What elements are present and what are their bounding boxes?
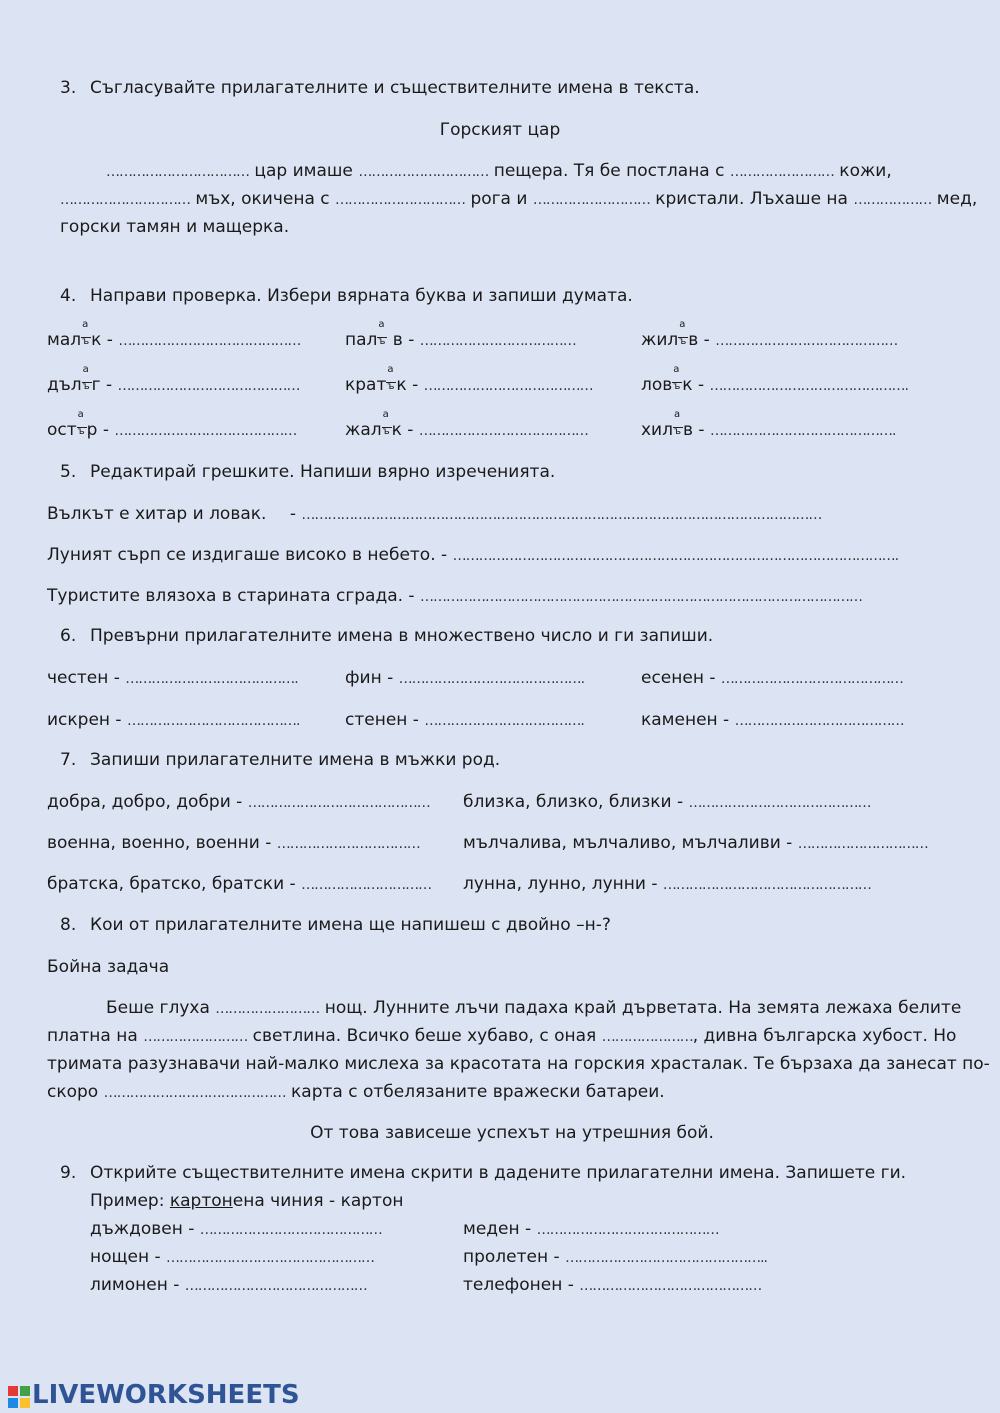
example-line [90, 1191, 403, 1211]
text: Беше глуха [106, 998, 210, 1018]
letter-choice[interactable] [82, 364, 92, 392]
word-ending: к - [391, 420, 414, 440]
task-8-title [60, 915, 611, 935]
letter-choice[interactable] [386, 364, 396, 392]
word-ending: г - [91, 375, 113, 395]
letter-option-b[interactable]: ъ [378, 336, 386, 347]
word-item [47, 668, 298, 688]
task-number: 4. [60, 286, 77, 306]
paragraph-line: тримата разузнавачи най-малко мислеха за красотата на горския храсталак. Те бързаха да занесат по- [47, 1054, 990, 1074]
text: рога и [470, 189, 528, 209]
answer-blank[interactable]: …………………………………… [688, 795, 871, 811]
answer-blank[interactable]: …………………………………. [125, 671, 298, 687]
text: , дивна българска хубост. Но [692, 1026, 957, 1046]
word-item [90, 1247, 374, 1267]
task-5-title [60, 462, 555, 482]
text: платна на [47, 1026, 138, 1046]
letter-choice[interactable] [672, 364, 682, 392]
word-item [47, 710, 299, 730]
answer-blank[interactable]: ……………………………………. [709, 423, 896, 439]
word-stem: жал [345, 420, 382, 440]
text: пещера. Тя бе постлана с [493, 161, 725, 181]
check-word-item [345, 409, 588, 440]
task-title-text: Превърни прилагателните имена в множествено число и ги запиши. [90, 626, 714, 646]
word-item [47, 833, 420, 853]
letter-choice[interactable] [377, 319, 387, 347]
word-item [463, 1219, 719, 1239]
word-item [463, 1247, 767, 1267]
task-number: 8. [60, 915, 77, 935]
task-title-text: Съгласувайте прилагателните и съществителните имена в текста. [90, 78, 700, 98]
answer-blank[interactable]: ………………………………………………………………………………………………………… [301, 507, 822, 523]
answer-blank[interactable]: …………………………………… [715, 333, 898, 349]
letter-choice[interactable] [678, 319, 688, 347]
answer-blank[interactable]: ……………………………… [419, 333, 576, 349]
answer-blank[interactable]: ………………………………………… [166, 1250, 375, 1266]
word: искрен - [47, 710, 122, 730]
answer-blank[interactable]: ………………………………… [423, 378, 593, 394]
answer-blank[interactable]: ………………………… [301, 877, 432, 893]
word: военна, военно, военни - [47, 833, 272, 853]
word: стенен - [345, 710, 419, 730]
letter-option-a[interactable]: а [382, 409, 389, 420]
task-title-text: Запиши прилагателните имена в мъжки род. [90, 750, 501, 770]
sentence-row [47, 504, 821, 524]
word: нощен - [90, 1247, 161, 1267]
task-7-title [60, 750, 500, 770]
answer-blank[interactable]: ……………………………………. [398, 671, 585, 687]
answer-blank[interactable]: ………………………………… [734, 713, 904, 729]
blank[interactable]: ………………… [601, 1029, 693, 1045]
letter-option-b[interactable]: ъ [382, 426, 390, 437]
letter-option-a[interactable]: а [679, 319, 686, 330]
word-stem: ост [47, 420, 77, 440]
text: мед, [936, 189, 978, 209]
word: лунна, лунно, лунни - [463, 874, 658, 894]
task-6-title [60, 626, 713, 646]
word-item [345, 668, 584, 688]
letter-option-b[interactable]: ъ [679, 336, 687, 347]
task-title-text: Кои от прилагателните имена ще напишеш с двойно –н-? [90, 915, 611, 935]
paragraph-line [47, 1082, 665, 1102]
answer-blank[interactable]: ………………………………… [418, 423, 588, 439]
task-4-title [60, 286, 633, 306]
answer-blank[interactable]: …………………………………………………………………………………………. [452, 548, 899, 564]
word: честен - [47, 668, 120, 688]
letter-option-a[interactable]: а [82, 319, 89, 330]
word: братска, братско, братски - [47, 874, 296, 894]
word-stem: жил [641, 330, 679, 350]
task-title-text: Направи проверка. Избери вярната буква и запиши думата. [90, 286, 633, 306]
task-number: 5. [60, 462, 77, 482]
word: близка, близко, близки - [463, 792, 684, 812]
text: цар имаше [254, 161, 353, 181]
text: карта с отбелязаните вражески батареи. [291, 1082, 665, 1102]
answer-blank[interactable]: …………………………… [276, 836, 420, 852]
word-item [463, 1275, 761, 1295]
letter-option-b[interactable]: ъ [77, 426, 85, 437]
word: лимонен - [90, 1275, 180, 1295]
letter-choice[interactable] [81, 319, 91, 347]
answer-blank[interactable]: ………………………… [797, 836, 928, 852]
word-stem: крат [345, 375, 387, 395]
word-ending: р - [86, 420, 109, 440]
task-number: 6. [60, 626, 77, 646]
letter-option-b[interactable]: ъ [387, 381, 395, 392]
check-word-item [641, 319, 898, 350]
blank[interactable]: ………………………… [358, 164, 489, 180]
task-3-line-2 [60, 189, 977, 209]
answer-blank[interactable]: …………………………………… [114, 423, 297, 439]
letter-choice[interactable] [77, 409, 87, 437]
letter-option-b[interactable]: ъ [673, 426, 682, 437]
letter-option-b[interactable]: ъ [673, 381, 681, 392]
word-stem: лов [641, 375, 673, 395]
task-3-line-3: горски тамян и мащерка. [60, 217, 290, 237]
text: светлина. Всичко беше хубаво, с оная [252, 1026, 597, 1046]
text: мъх, окичена с [195, 189, 330, 209]
example-prefix: Пример: [90, 1191, 170, 1211]
answer-blank[interactable]: …………………………………… [199, 1222, 382, 1238]
word-ending: в - [387, 330, 415, 350]
check-word-item [345, 319, 576, 350]
answer-blank[interactable]: …………………………………… [720, 671, 903, 687]
answer-blank[interactable]: …………………………………. [126, 713, 300, 729]
liveworksheets-logo-icon [8, 1386, 30, 1408]
answer-blank[interactable]: …………………………………… [247, 795, 430, 811]
word-ending: к - [682, 375, 705, 395]
letter-option-a[interactable]: а [378, 319, 385, 330]
task-3-line-1 [106, 161, 892, 181]
letter-option-b[interactable]: ъ [82, 336, 90, 347]
word: пролетен - [463, 1247, 560, 1267]
check-word-item [47, 364, 300, 395]
sentence-text: Вълкът е хитар и ловак. [47, 504, 267, 524]
text: скоро [47, 1082, 99, 1102]
check-word-item [345, 364, 593, 395]
sentence-row [47, 545, 898, 565]
task-number: 3. [60, 78, 77, 98]
check-word-item [47, 319, 301, 350]
blank[interactable]: …………………… [143, 1029, 248, 1045]
letter-option-b[interactable]: ъ [82, 381, 90, 392]
word: есенен - [641, 668, 716, 688]
example-rest: ена чиния - картон [232, 1191, 404, 1211]
answer-blank[interactable]: ………………………………………. [709, 378, 908, 394]
word: меден - [463, 1219, 532, 1239]
letter-choice[interactable] [382, 409, 392, 437]
task-number: 9. [60, 1163, 77, 1183]
closing-line: От това зависеше успехът на утрешния бой. [310, 1123, 714, 1143]
word-stem: пал [345, 330, 378, 350]
word: телефонен - [463, 1275, 574, 1295]
word-item [47, 874, 431, 894]
word-stem: мал [47, 330, 82, 350]
paragraph-line [106, 998, 961, 1018]
word-item [463, 833, 928, 853]
word-item [345, 710, 584, 730]
answer-blank[interactable]: ………………………………………………………………………………………… [419, 589, 862, 605]
letter-option-a[interactable]: а [673, 409, 681, 420]
word-item [463, 874, 871, 894]
sentence-row [47, 586, 862, 606]
letter-option-a[interactable]: а [387, 364, 394, 375]
answer-blank[interactable]: …………………………………… [184, 1278, 367, 1294]
liveworksheets-logo-text[interactable]: LIVEWORKSHEETS [32, 1380, 300, 1410]
example-root: картон [169, 1191, 233, 1211]
word-item [90, 1219, 382, 1239]
word-stem: дъл [47, 375, 82, 395]
task-title-text: Редактирай грешките. Напиши вярно изреченията. [90, 462, 556, 482]
blank[interactable]: ………………………… [60, 192, 190, 208]
word-item [641, 710, 904, 730]
check-word-item [47, 409, 297, 440]
paragraph-line [47, 1026, 956, 1046]
check-word-item [641, 364, 908, 395]
text: кожи, [839, 161, 892, 181]
blank[interactable]: …………………………… [106, 164, 249, 180]
word: фин - [345, 668, 394, 688]
letter-option-a[interactable]: а [77, 409, 84, 420]
task-3-title [60, 78, 700, 98]
word: мълчалива, мълчаливо, мълчаливи - [463, 833, 793, 853]
word-item [47, 792, 430, 812]
task-number: 7. [60, 750, 77, 770]
word-item [90, 1275, 367, 1295]
answer-blank[interactable]: ………………………………………… [662, 877, 871, 893]
letter-option-a[interactable]: а [82, 364, 89, 375]
sentence-text: Туристите влязоха в старината сграда. - [47, 586, 415, 606]
answer-blank[interactable]: ……………………………………….. [565, 1250, 767, 1266]
answer-blank[interactable]: ………………………………. [424, 713, 584, 729]
letter-option-a[interactable]: а [673, 364, 680, 375]
blank[interactable]: ……………… [853, 192, 932, 208]
word-ending: в - [682, 420, 705, 440]
word-ending: к - [396, 375, 419, 395]
text-heading: Бойна задача [47, 957, 170, 977]
word-item [641, 668, 903, 688]
word-stem: хил [641, 420, 673, 440]
word: каменен - [641, 710, 730, 730]
separator: - [289, 504, 296, 524]
word-item [463, 792, 871, 812]
word: дъждовен - [90, 1219, 195, 1239]
blank[interactable]: …………………… [215, 1001, 320, 1017]
letter-choice[interactable] [673, 409, 683, 437]
blank[interactable]: …………………………………… [103, 1085, 286, 1101]
answer-blank[interactable]: …………………………………… [536, 1222, 719, 1238]
word-ending: к - [91, 330, 113, 350]
word-ending: в - [688, 330, 710, 350]
text: нощ. Лунните лъчи падаха край дърветата. На земята лежаха белите [324, 998, 962, 1018]
answer-blank[interactable]: …………………………………… [118, 333, 301, 349]
text-heading: Горският цар [439, 120, 561, 140]
task-9-title [60, 1163, 906, 1183]
text: кристали. Лъхаше на [655, 189, 848, 209]
blank[interactable]: ………………………… [335, 192, 466, 208]
answer-blank[interactable]: …………………………………… [117, 378, 300, 394]
blank[interactable]: ……………………… [532, 192, 650, 208]
check-word-item [641, 409, 896, 440]
word: добра, добро, добри - [47, 792, 243, 812]
sentence-text: Луният сърп се издигаше високо в небето. - [47, 545, 448, 565]
task-title-text: Открийте съществителните имена скрити в дадените прилагателни имена. Запишете ги. [90, 1163, 907, 1183]
answer-blank[interactable]: …………………………………… [579, 1278, 762, 1294]
blank[interactable]: …………………… [729, 164, 834, 180]
